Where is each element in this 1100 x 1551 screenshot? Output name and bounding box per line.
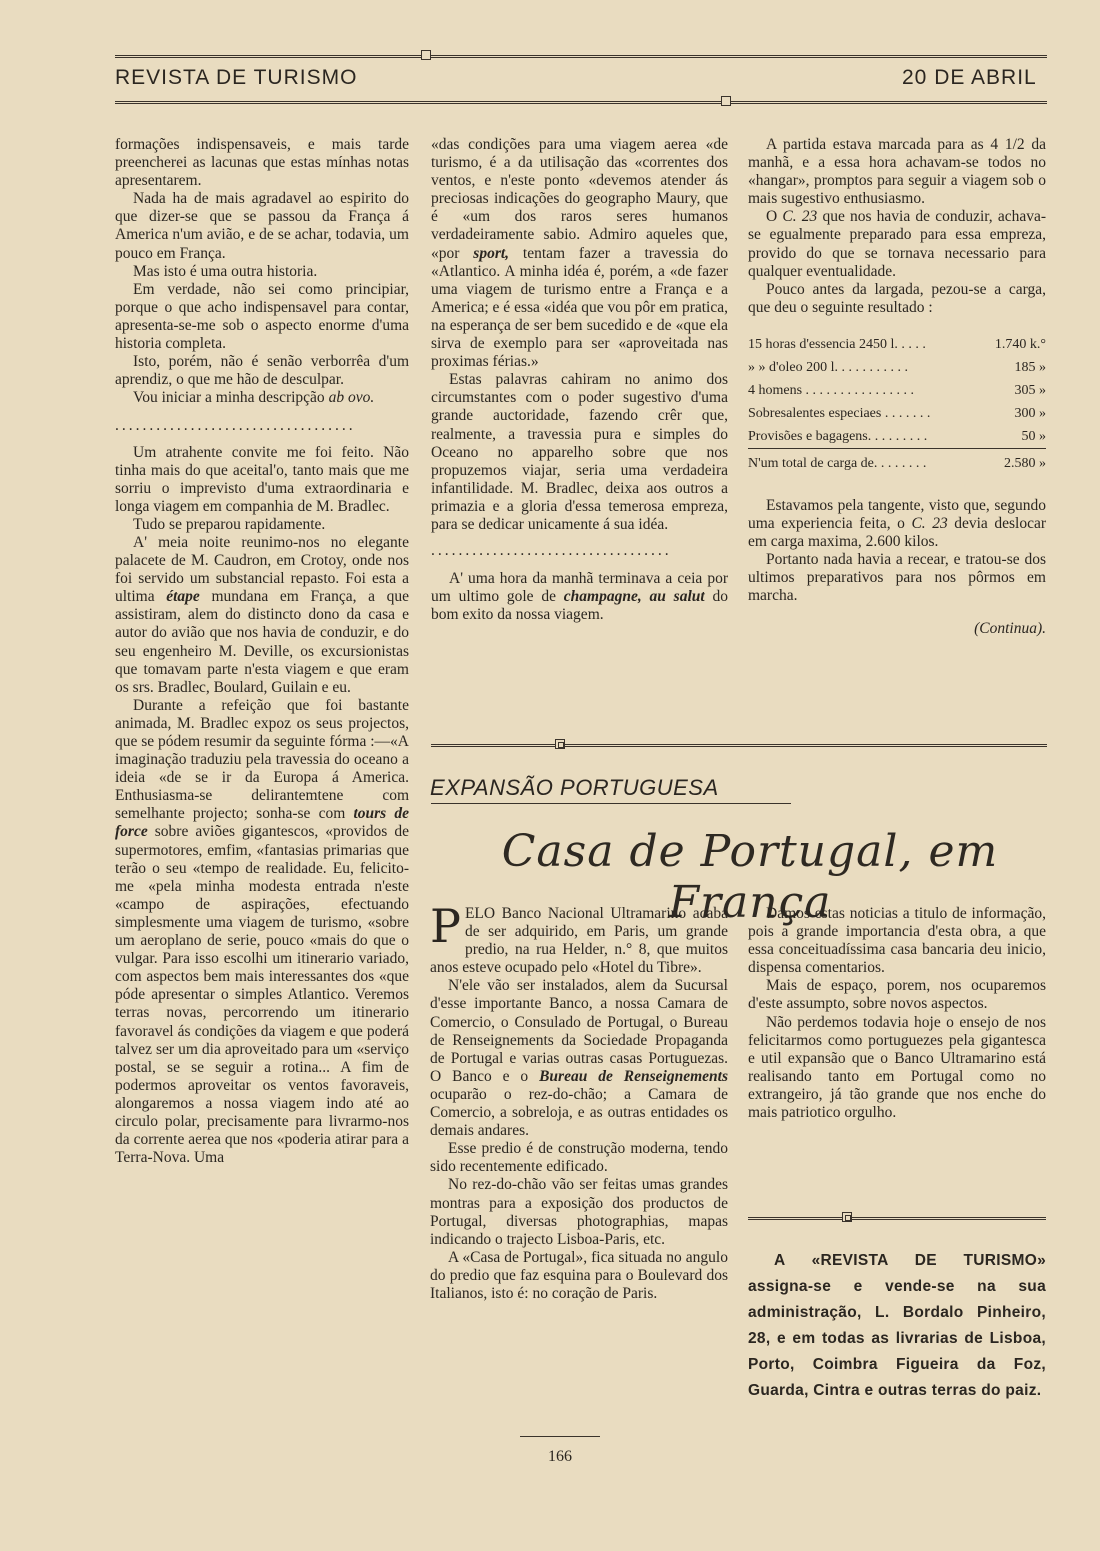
dotted-separator: ................................... xyxy=(431,542,672,560)
paragraph: Pouco antes da largada, pezou-se a carga, que deu o seguinte resultado : xyxy=(748,280,1046,316)
table-total-row: N'um total de carga de. . . . . . . . 2.580 » xyxy=(748,448,1046,475)
table-row: 4 homens . . . . . . . . . . . . . . . . 305 » xyxy=(748,382,1046,398)
italic-text: tours de force xyxy=(115,805,410,841)
table-row: Sobresalentes especiaes . . . . . . . 300 » xyxy=(748,405,1046,421)
paragraph: PELO Banco Nacional Ultramarino acaba de ser adquirido, em Paris, um grande predio, na rua Helder, n.° 8, que muitos anos esteve ocupado pelo «Hotel du Tibre». xyxy=(430,899,728,977)
paragraph: Mas isto é uma outra historia. xyxy=(133,262,318,280)
table-row: 15 horas d'essencia 2450 l. . . . . 1.740 k.° xyxy=(748,336,1046,352)
paragraph: Isto, porém, não é senão verborrêa d'um aprendiz, o que me hão de desculpar. xyxy=(115,353,409,389)
paragraph: Mais de espaço, porem, nos ocuparemos d'este assumpto, sobre novos aspectos. xyxy=(748,977,1046,1013)
header-ornament-top xyxy=(421,50,431,60)
paragraph: Damos estas noticias a titulo de informação, pois a grande importancia d'esta obra, a que essa conceituadíssima casa bancaria deu inicio, dispensa comentarios. xyxy=(748,905,1046,977)
italic-text: C. 23 xyxy=(911,515,948,533)
drop-cap: P xyxy=(430,899,461,953)
column-3 xyxy=(748,136,1046,638)
footer-rule xyxy=(520,1436,600,1437)
paragraph: Um atrahente convite me foi feito. Não tinha mais do que aceital'o, tanto mais que me sorriu o imprevisto d'uma extraordinaria e longa viagem em companhia de M. Bradlec. xyxy=(115,443,409,515)
paragraph: Esse predio é de construção moderna, tendo sido recentemente edificado. xyxy=(430,1140,728,1176)
paragraph: A partida estava marcada para as 4 1/2 da manhã, e a essa hora achavam-se todos no «hangar», promptos para seguir a viagem sob o mais sugestivo enthusiasmo. xyxy=(748,136,1046,208)
paragraph: N'ele vão ser instalados, alem da Sucursal d'esse importante Banco, a nossa Camara de Comercio, o Consulado de Portugal, o Bureau de Renseignements da Sociedade Propaganda de Portugal e varias outras casas Portuguezas. O Banco e o Bureau de Renseignements ocuparão o rez-do-chão; a Camara de Comercio, a sobreloja, e as outras entidades os demais andares. xyxy=(430,977,728,1140)
paragraph: Tudo se preparou rapidamente. xyxy=(133,515,326,533)
notice-rule xyxy=(748,1217,1046,1220)
section-underline xyxy=(431,803,791,804)
article-column-left xyxy=(430,899,728,1303)
paragraph: Em verdade, não sei como principiar, porque o que acho indispensavel para contar, apresenta-se-me sob o aspecto enorme d'uma historia completa. xyxy=(115,280,409,353)
paragraph: Estas palavras cahiram no animo dos circumstantes com o poder sugestivo d'uma grande auctoridade, fazendo crêr que, realmente, a travessia pura e simples do Oceano no apparelho sobre que nos propuzemos viajar, seria uma verdadeira infantilidade. M. Bradlec, deixa aos outros a primazia e a gloria d'essa temerosa empreza, para se dedicar unicamente á sua idéa. xyxy=(431,371,728,533)
paragraph: A' meia noite reunimo-nos no elegante palacete de M. Caudron, em Crotoy, onde nos foi servido um substancial repasto. Foi esta a ultima étape mundana em França, a que assistiram, alem do distincto dono da casa e autor do avião que nos havia de conduzir, e do seu engenheiro M. Deville, os excursionistas que tomavam parte n'esta viagem e que eram os srs. Bradlec, Boulard, Guilain e eu. xyxy=(115,533,409,696)
section-title: EXPANSÃO PORTUGUESA xyxy=(430,775,719,800)
continued-note: (Continua). xyxy=(974,619,1046,637)
load-table xyxy=(748,333,1046,475)
table-row: » » d'oleo 200 l. . . . . . . . . . . 185 » xyxy=(748,359,1046,375)
paragraph: A' uma hora da manhã terminava a ceia por um ultimo gole de champagne, au salut do bom exito da nossa viagem. xyxy=(431,570,728,624)
italic-text: sport, xyxy=(473,244,510,262)
article-column-right xyxy=(748,905,1046,1122)
page-number: 166 xyxy=(548,1448,572,1465)
paragraph: Durante a refeição que foi bastante animada, M. Bradlec expoz os seus projectos, que se pódem resumir da seguinte fórma :—«A imaginação traduziu pela travessia do oceano a ideia «de se ir da Europa á America. Enthusiasma-se delirantemtene com semelhante projecto; sonha-se com tours de force sobre aviões gigantescos, «providos de supermotores, emfim, «fantasias primarias que terão o seu «tempo de realidade. Eu, felicito-me «pela minha modesta entrada n'este «campo de aspirações, efectuando simplesmente uma viagem de turismo, «sobre um aeroplano de serie, pouco «mais do que o vulgar. Para isso escolhi um itinerario variado, com aspectos bem mais interessantes dos «que póde apresentar o simples Atlantico. Veremos terras novas, percorrendo um itinerario favoravel ás condições da viagem e que poderá talvez ser um dia aproveitado para um «serviço postal, se se seguir a rotina... A fim de podermos aproveitar os ventos favoraveis, alongaremos a nossa viagem indo até ao circulo polar, precisamente para livrarmo-nos da corrente aerea que nos «poderia atirar para a Terra-Nova. Uma xyxy=(115,696,410,1167)
italic-text: étape xyxy=(166,588,200,606)
dotted-separator: ................................... xyxy=(115,417,356,435)
issue-date: 20 DE ABRIL xyxy=(902,66,1037,89)
subscription-notice: A «REVISTA DE TURISMO» assigna-se e vende-se na sua administração, L. Bordalo Pinheiro, 28, e em todas as livrarias de Lisboa, Porto, Coimbra Figueira da Foz, Guarda, Cintra e outras terras do paiz. xyxy=(748,1252,1046,1399)
header-ornament-bottom xyxy=(721,96,731,106)
paragraph: O C. 23 que nos havia de conduzir, achava-se egualmente preparado para essa empreza, provido do que se tornava necessario para qualquer eventualidade. xyxy=(748,208,1047,280)
column-1 xyxy=(115,136,409,1167)
section-ornament xyxy=(555,739,565,749)
section-rule xyxy=(431,744,1047,747)
paragraph: No rez-do-chão vão ser feitas umas grandes montras para a exposição dos productos de Portugal, diversas photographias, mapas indicando o trajecto Lisboa-Paris, etc. xyxy=(430,1176,728,1248)
paragraph: Não perdemos todavia hoje o ensejo de nos felicitarmos como portuguezes pela gigantesca e util expansão que o Banco Ultramarino está realisando tanto em Portugal como no extrangeiro, já tão grande que nos enche do mais patriotico orgulho. xyxy=(748,1013,1046,1122)
paragraph: «das condições para uma viagem aerea «de turismo, é a da utilisação das «correntes dos ventos, e n'este ponto «devemos atender ás preciosas indicações do geographo Maury, que é «um dos raros seres humanos verdadeiramente sabio. Admiro aqueles que, «por sport, tentam fazer a travessia do «Atlantico. A minha idéa é, porém, a «de fazer uma viagem de turismo entre a França e a America; e é essa «idéa que vou pôr em pratica, na esperança de ser bem sucedido e de «que ela sirva de exemplo para ser «aproveitada nas proximas férias.» xyxy=(431,136,729,371)
header-top-rule xyxy=(115,55,1047,58)
article-title: Casa de Portugal, em França xyxy=(501,826,999,928)
italic-text: Bureau de Renseignements xyxy=(539,1067,728,1085)
italic-text: champagne, au salut xyxy=(563,588,705,606)
paragraph: Nada ha de mais agradavel ao espirito do que dizer-se que se passou da França á America n'um avião, e de se achar, todavia, um pouco em França. xyxy=(115,190,409,262)
italic-text: ab ovo. xyxy=(328,389,375,407)
notice-ornament xyxy=(842,1212,852,1222)
table-row: Provisões e bagagens. . . . . . . . . 50 » xyxy=(748,428,1046,444)
paragraph: A «Casa de Portugal», fica situada no angulo do predio que faz esquina para o Boulevard dos Italianos, isto é: no coração de Paris. xyxy=(430,1248,728,1302)
paragraph: Portanto nada havia a recear, e tratou-se dos ultimos preparativos para nos pôrmos em marcha. xyxy=(748,551,1046,605)
magazine-title: REVISTA DE TURISMO xyxy=(115,66,358,89)
paragraph: Estavamos pela tangente, visto que, segundo uma experiencia feita, o C. 23 devia deslocar em carga maxima, 2.600 kilos. xyxy=(748,496,1046,551)
paragraph: Vou iniciar a minha descripção ab ovo. xyxy=(133,389,375,407)
paragraph: formações indispensaveis, e mais tarde preencherei as lacunas que estas mínhas notas apresentarem. xyxy=(115,136,409,190)
italic-text: C. 23 xyxy=(782,208,818,226)
column-2 xyxy=(431,136,728,624)
header-bottom-rule xyxy=(115,101,1047,104)
